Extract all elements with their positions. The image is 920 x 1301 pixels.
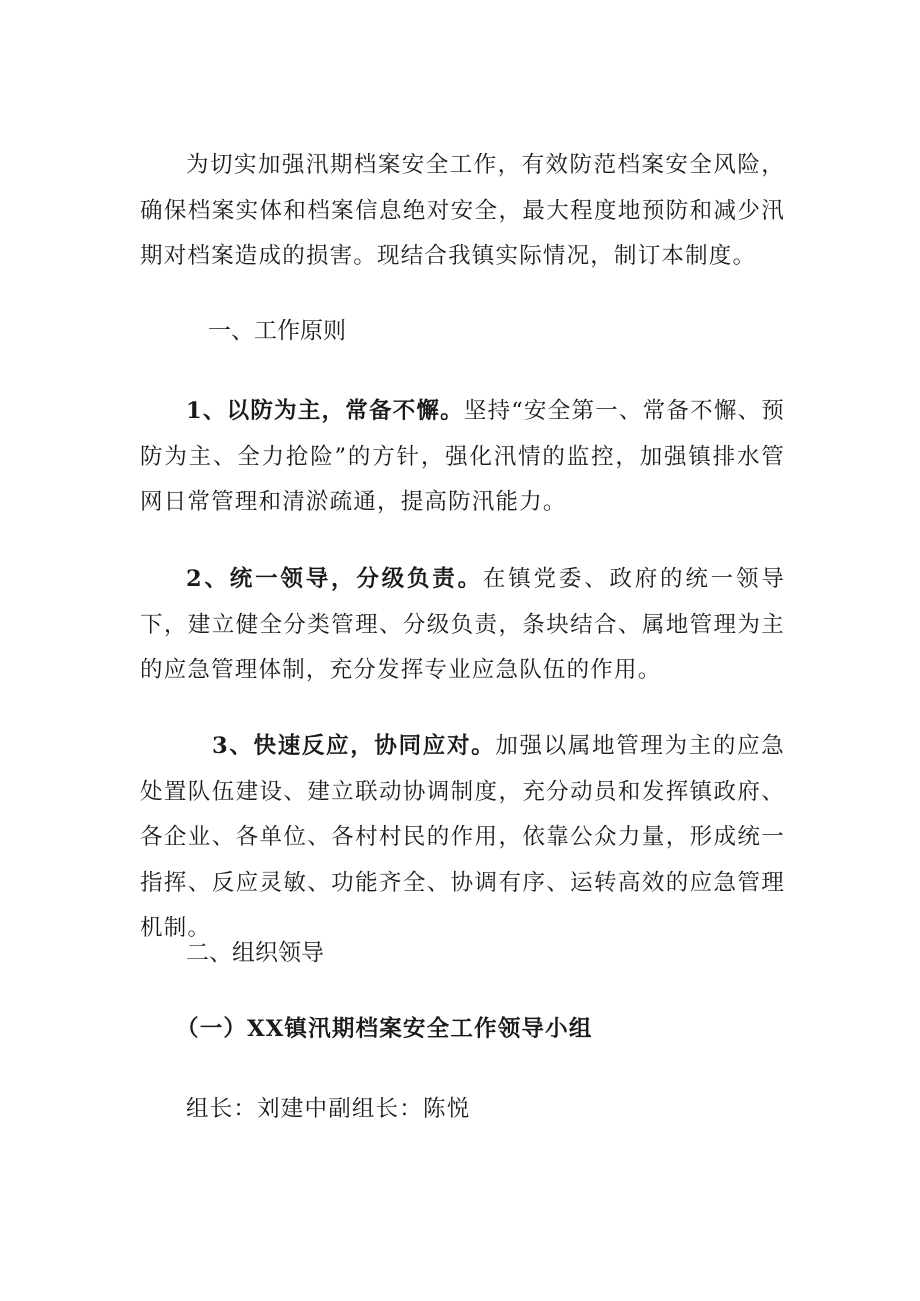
principle-item-3-lead: 3、快速反应，协同应对。 — [212, 733, 496, 759]
principle-item-3 — [140, 724, 785, 952]
principle-item-2 — [140, 557, 785, 694]
principle-item-1-body: 坚持“安全第一、常备不懈、预防为主、全力抢险”的方针，强化汛情的监控，加强镇排水管网日常管理和清淤疏通，提高防汛能力。 — [140, 398, 785, 515]
principle-item-2-body: 在镇党委、政府的统一领导下，建立健全分类管理、分级负责，条块结合、属地管理为主的应急管理体制，充分发挥专业应急队伍的作用。 — [140, 566, 786, 683]
intro-paragraph: 为切实加强汛期档案安全工作，有效防范档案安全风险，确保档案实体和档案信息绝对安全，最大程度地预防和减少汛期对档案造成的损害。现结合我镇实际情况，制订本制度。 — [140, 152, 785, 269]
section-heading-organization: 二、组织领导 — [186, 940, 324, 966]
principle-item-1 — [140, 389, 785, 526]
principle-item-1-lead: 1、以防为主，常备不懈。 — [186, 398, 464, 424]
leadership-group-title: （一）XX镇汛期档案安全工作领导小组 — [176, 1016, 593, 1042]
section-heading-principles: 一、工作原则 — [208, 318, 346, 344]
leadership-members: 组长：刘建中副组长：陈悦 — [186, 1096, 471, 1122]
principle-item-2-lead: 2、统一领导，分级负责。 — [186, 566, 483, 592]
principle-item-3-body: 加强以属地管理为主的应急处置队伍建设、建立联动协调制度，充分动员和发挥镇政府、各企业、各单位、各村村民的作用，依靠公众力量，形成统一指挥、反应灵敏、功能齐全、协调有序、运转高效的应急管理机制。 — [140, 733, 785, 941]
